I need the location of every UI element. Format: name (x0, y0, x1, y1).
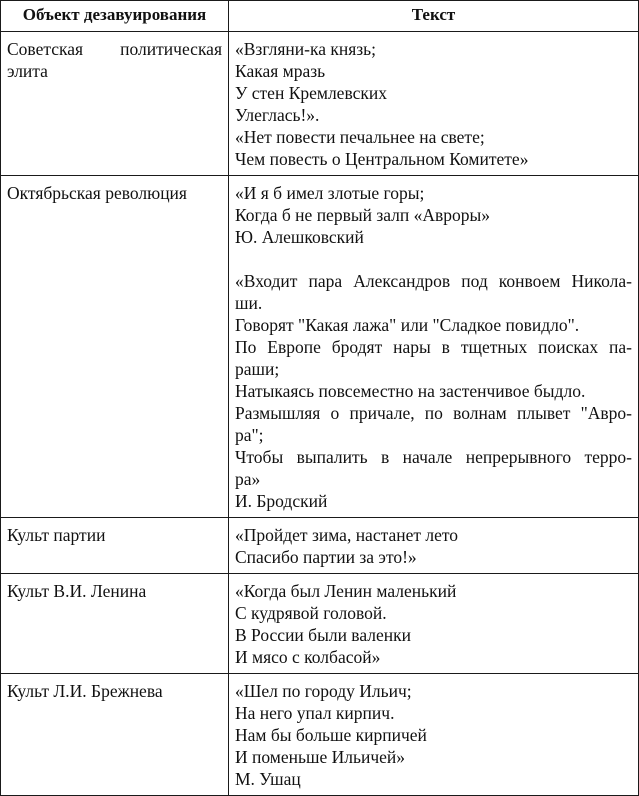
verse-line: ра"; (235, 425, 264, 445)
object-cell: Культ партии (1, 518, 229, 574)
verse-line: Размышляя о причале, по волнам плывет "Авро- (235, 403, 632, 423)
verse-line: «Когда был Ленин маленький (235, 581, 457, 601)
text-cell (229, 674, 639, 796)
object-cell: Культ В.И. Ленина (1, 574, 229, 674)
text-cell (229, 574, 639, 674)
verse-line: «Взгляни-ка князь; (235, 39, 377, 59)
object-line: элита (7, 61, 48, 81)
verse-line: И поменьше Ильичей» (235, 747, 406, 767)
author-line: Ю. Алешковский (235, 227, 364, 247)
verse-line: ши. (235, 293, 263, 313)
column-header-text: Текст (229, 1, 639, 32)
verse-line: Натыкаясь повсеместно на застенчивое быдло. (235, 381, 586, 401)
table-row (1, 32, 639, 176)
verse-line: раши; (235, 359, 280, 379)
table-header-row (1, 1, 639, 32)
table-row (1, 518, 639, 574)
verse-line: ра» (235, 469, 261, 489)
verse-line: В России были валенки (235, 625, 411, 645)
verse-line: «Пройдет зима, настанет лето (235, 525, 459, 545)
verse-line: У стен Кремлевских (235, 83, 387, 103)
verse-line: С кудрявой головой. (235, 603, 387, 623)
object-cell: Октябрьская революция (1, 176, 229, 518)
verse-line: «Шел по городу Ильич; (235, 681, 412, 701)
object-line (7, 38, 222, 60)
object-word: политическая (120, 39, 222, 59)
verse-line: Чтобы выпалить в начале непрерывного терро- (235, 447, 632, 467)
verse-line: Какая мразь (235, 61, 326, 81)
author-line: И. Бродский (235, 491, 328, 511)
object-word: Советская (7, 39, 84, 59)
verse-line: Говорят "Какая лажа" или "Сладкое повидло". (235, 315, 580, 335)
verse-line: И мясо с колбасой» (235, 647, 381, 667)
verse-line: На него упал кирпич. (235, 703, 395, 723)
table-row (1, 574, 639, 674)
text-cell (229, 518, 639, 574)
verse-line: Спасибо партии за это!» (235, 547, 417, 567)
object-cell: Культ Л.И. Брежнева (1, 674, 229, 796)
blank-line (235, 248, 632, 270)
column-header-object: Объект дезавуирования (1, 1, 229, 32)
text-cell (229, 32, 639, 176)
verse-line: Нам бы больше кирпичей (235, 725, 427, 745)
verse-line: Улеглась!». (235, 105, 320, 125)
verse-line: «Нет повести печальнее на свете; (235, 127, 485, 147)
verse-line: «Входит пара Александров под конвоем Никола- (235, 271, 632, 291)
verse-line: «И я б имел злотые горы; (235, 183, 425, 203)
verse-line: По Европе бродят нары в тщетных поисках па- (235, 337, 632, 357)
author-line: М. Ушац (235, 769, 301, 789)
table-row (1, 674, 639, 796)
table-row (1, 176, 639, 518)
text-cell (229, 176, 639, 518)
verse-line: Когда б не первый залп «Авроры» (235, 205, 491, 225)
object-cell (1, 32, 229, 176)
verse-line: Чем повесть о Центральном Комитете» (235, 149, 529, 169)
